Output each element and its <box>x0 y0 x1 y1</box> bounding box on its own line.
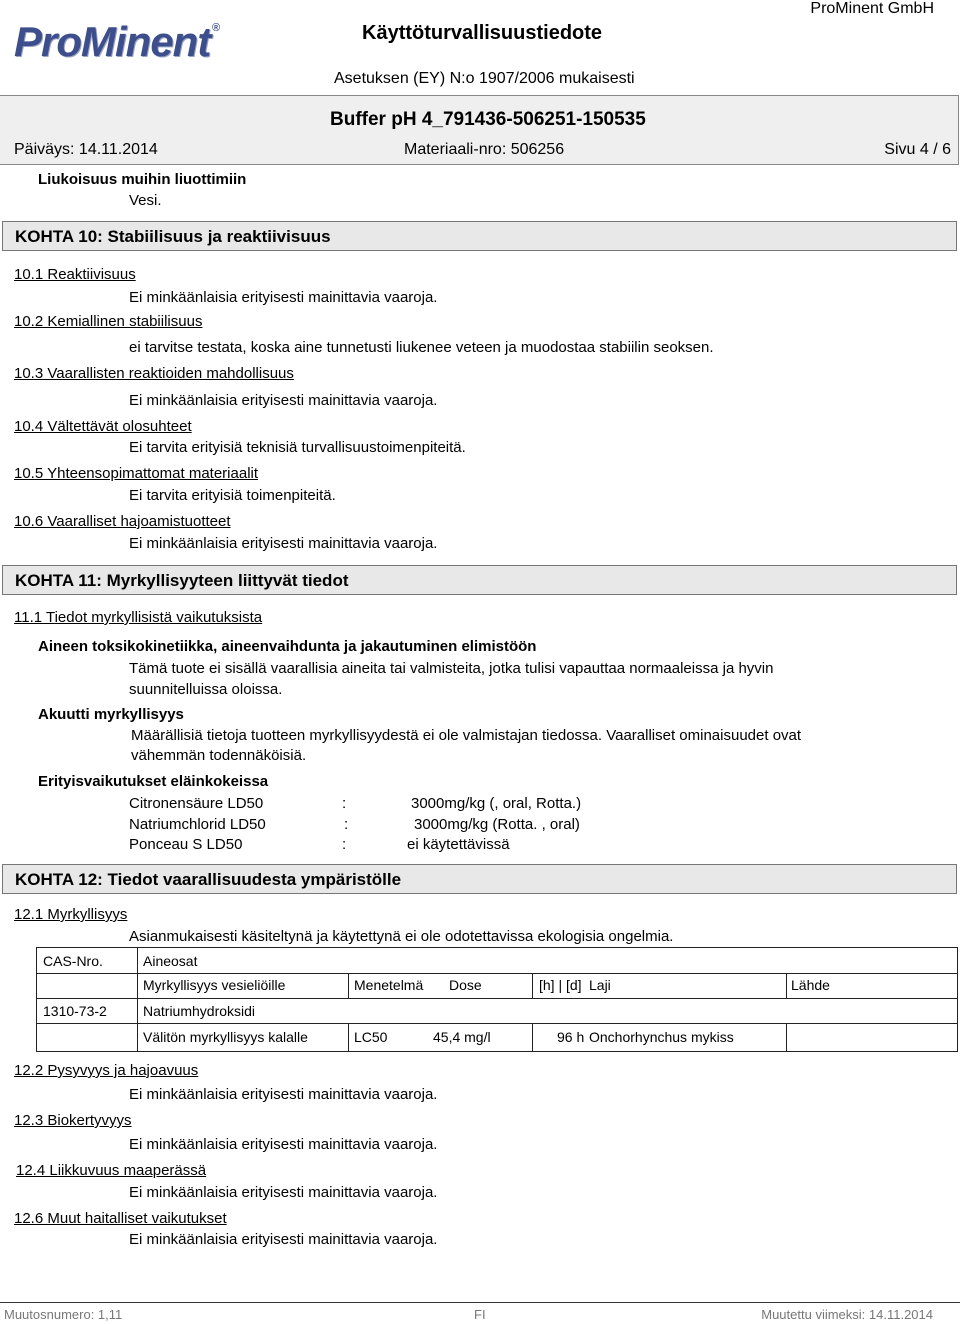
col-cas-header: CAS-Nro. <box>43 953 103 969</box>
solubility-heading: Liukoisuus muihin liuottimiin <box>38 171 247 188</box>
animal-tests-heading: Erityisvaikutukset eläinkokeissa <box>38 773 269 790</box>
document-title: Käyttöturvallisuustiedote <box>362 22 603 44</box>
table-cell-duration: 96 h <box>557 1029 585 1045</box>
subsection-10-1: 10.1 Reaktiivisuus <box>14 266 136 283</box>
acute-toxicity-heading: Akuutti myrkyllisyys <box>38 706 184 723</box>
table-cell-toxicity: Välitön myrkyllisyys kalalle <box>143 1029 308 1045</box>
col-dose-header: Dose <box>449 977 482 993</box>
footer-divider <box>0 1302 960 1303</box>
material-number: Materiaali-nro: 506256 <box>404 141 565 158</box>
subsection-10-1-text: Ei minkäänlaisia erityisesti mainittavia vaaroja. <box>129 289 438 306</box>
section-12-bar <box>2 864 957 894</box>
subsection-10-6: 10.6 Vaaralliset hajoamistuotteet <box>14 513 231 530</box>
subsection-12-4-text: Ei minkäänlaisia erityisesti mainittavia vaaroja. <box>129 1184 438 1201</box>
ld50-name: Natriumchlorid LD50 <box>129 816 266 833</box>
prominent-logo <box>14 18 224 72</box>
page-number: Sivu 4 / 6 <box>884 141 951 158</box>
subsection-12-6-text: Ei minkäänlaisia erityisesti mainittavia vaaroja. <box>129 1231 438 1248</box>
section-10-bar <box>2 221 957 251</box>
ld50-value: ei käytettävissä <box>407 836 510 853</box>
table-cell-species: Onchorhynchus mykiss <box>589 1029 734 1045</box>
issue-date: Päiväys: 14.11.2014 <box>14 141 158 158</box>
subsection-12-3-text: Ei minkäänlaisia erityisesti mainittavia vaaroja. <box>129 1136 438 1153</box>
section-10-title: KOHTA 10: Stabiilisuus ja reaktiivisuus <box>15 227 331 246</box>
section-11-bar <box>2 565 957 595</box>
acute-toxicity-line-2: vähemmän todennäköisiä. <box>131 747 307 764</box>
table-cell-substance: Natriumhydroksidi <box>143 1003 256 1019</box>
toxicokinetics-line-1: Tämä tuote ei sisällä vaarallisia aineita tai valmisteita, jotka tulisi vapauttaa normaaleissa ja hyvin <box>129 660 774 677</box>
ld50-name: Ponceau S LD50 <box>129 836 243 853</box>
logo-registered-mark: ® <box>212 22 221 34</box>
col-duration-header: [h] | [d] <box>539 977 582 993</box>
subsection-12-3: 12.3 Biokertyvyys <box>14 1112 132 1129</box>
col-source-header: Lähde <box>791 977 830 993</box>
table-cell-method: LC50 <box>354 1029 388 1045</box>
table-cell-cas: 1310-73-2 <box>43 1003 107 1019</box>
subsection-12-2-text: Ei minkäänlaisia erityisesti mainittavia vaaroja. <box>129 1086 438 1103</box>
subsection-10-4-text: Ei tarvita erityisiä teknisiä turvallisuustoimenpiteitä. <box>129 439 466 456</box>
company-name: ProMinent GmbH <box>810 0 934 17</box>
col-toxicity-header: Myrkyllisyys vesieliöille <box>143 977 286 993</box>
solubility-value: Vesi. <box>129 192 162 209</box>
acute-toxicity-line-1: Määrällisiä tietoja tuotteen myrkyllisyydestä ei ole valmistajan tiedossa. Vaaralliset ominaisuudet ovat <box>131 727 802 744</box>
subsection-10-2-text: ei tarvitse testata, koska aine tunnetusti liukenee veteen ja muodostaa stabiilin seoksen. <box>129 339 714 356</box>
col-method-header: Menetelmä <box>354 977 424 993</box>
col-species-header: Laji <box>589 977 611 993</box>
subsection-10-3: 10.3 Vaarallisten reaktioiden mahdollisuus <box>14 365 294 382</box>
toxicokinetics-heading: Aineen toksikokinetiikka, aineenvaihdunta ja jakautuminen elimistöön <box>38 638 537 655</box>
section-12-title: KOHTA 12: Tiedot vaarallisuudesta ympäristölle <box>15 870 402 889</box>
toxicokinetics-line-2: suunnitelluissa oloissa. <box>129 681 283 698</box>
ld50-value: 3000mg/kg (, oral, Rotta.) <box>411 795 582 812</box>
ld50-name: Citronensäure LD50 <box>129 795 264 812</box>
logo-text: ProMinent <box>14 18 211 65</box>
subsection-12-1: 12.1 Myrkyllisyys <box>14 906 128 923</box>
table-cell-dose: 45,4 mg/l <box>433 1029 491 1045</box>
subsection-11-1: 11.1 Tiedot myrkyllisistä vaikutuksista <box>14 609 263 626</box>
subsection-10-2: 10.2 Kemiallinen stabiilisuus <box>14 313 203 330</box>
subsection-12-2: 12.2 Pysyvyys ja hajoavuus <box>14 1062 199 1079</box>
subsection-10-5-text: Ei tarvita erityisiä toimenpiteitä. <box>129 487 336 504</box>
ld50-separator: : <box>344 816 349 833</box>
subsection-10-5: 10.5 Yhteensopimattomat materiaalit <box>14 465 259 482</box>
ld50-separator: : <box>342 795 347 812</box>
ld50-separator: : <box>342 836 347 853</box>
subsection-10-6-text: Ei minkäänlaisia erityisesti mainittavia vaaroja. <box>129 535 438 552</box>
ld50-value: 3000mg/kg (Rotta. , oral) <box>414 816 580 833</box>
revision-number: Muutosnumero: 1,11 <box>4 1307 123 1322</box>
subsection-10-4: 10.4 Vältettävät olosuhteet <box>14 418 192 435</box>
regulation-line: Asetuksen (EY) N:o 1907/2006 mukaisesti <box>334 70 635 87</box>
subsection-12-1-text: Asianmukaisesti käsiteltynä ja käytettynä ei ole odotettavissa ekologisia ongelmia. <box>129 928 674 945</box>
section-11-title: KOHTA 11: Myrkyllisyyteen liittyvät tiedot <box>15 571 349 590</box>
subsection-10-3-text: Ei minkäänlaisia erityisesti mainittavia vaaroja. <box>129 392 438 409</box>
subsection-12-6: 12.6 Muut haitalliset vaikutukset <box>14 1210 227 1227</box>
col-substance-header: Aineosat <box>143 953 198 969</box>
last-modified: Muutettu viimeksi: 14.11.2014 <box>761 1307 933 1322</box>
language-code: FI <box>474 1307 486 1322</box>
subsection-12-4: 12.4 Liikkuvuus maaperässä <box>16 1162 207 1179</box>
product-name: Buffer pH 4_791436-506251-150535 <box>330 109 646 130</box>
